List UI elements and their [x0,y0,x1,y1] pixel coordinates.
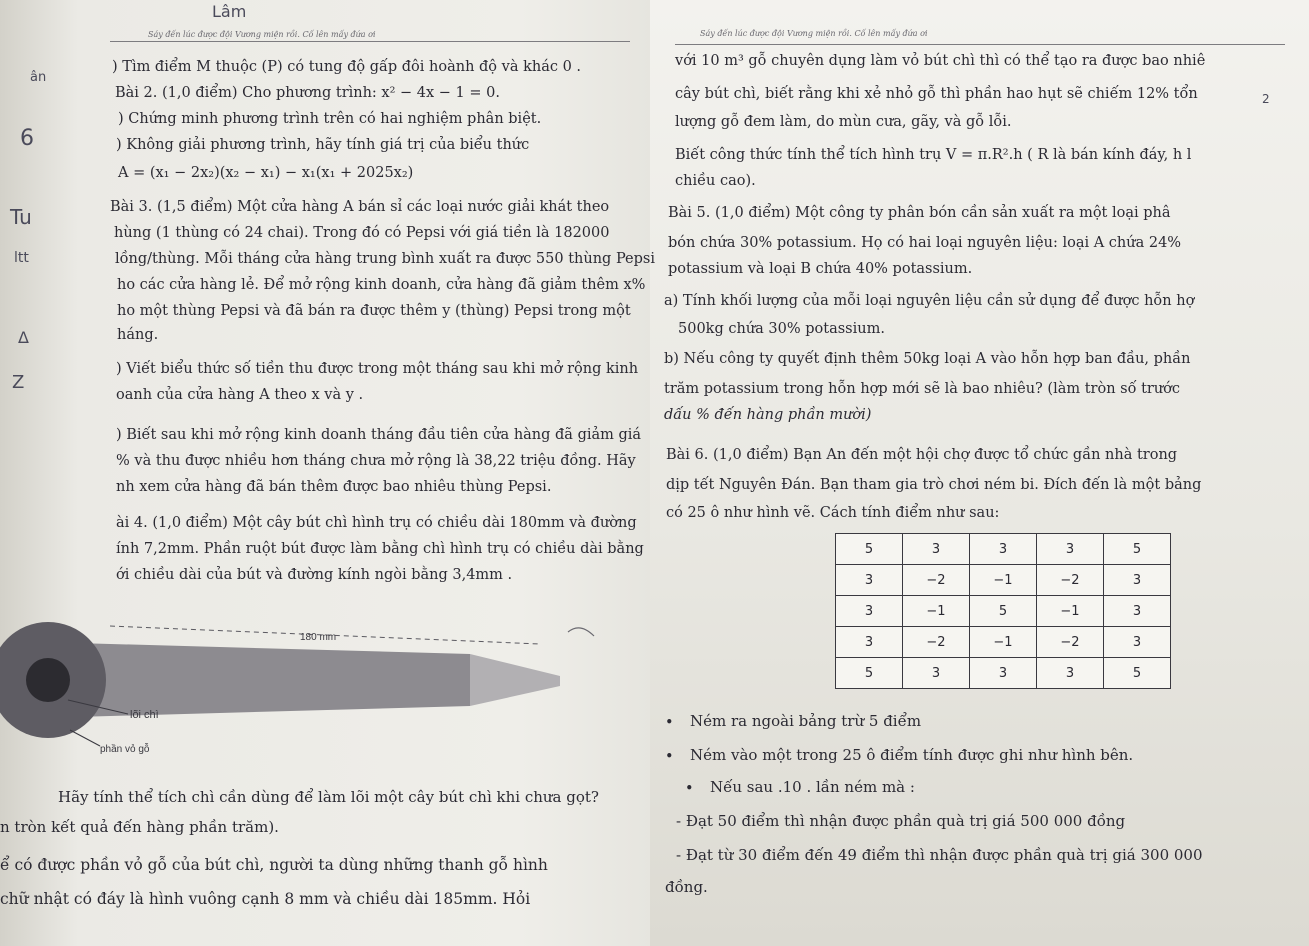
bullet-dot: • [665,715,674,731]
grid-cell: 3 [970,658,1037,689]
lead-core [26,658,70,702]
reward-line: - Đạt 50 điểm thì nhận được phần quà trị giá 500 000 đồng [676,812,1126,830]
grid-row [836,534,1171,565]
text-line: lồng/thùng. Mỗi tháng cửa hàng trung bình xuất ra được 550 thùng Pepsi [115,251,655,267]
grid-cell: 3 [836,627,903,658]
text-line: Bài 5. (1,0 điểm) Một công ty phân bón cần sản xuất ra một loại phâ [668,205,1171,221]
grid-cell: 3 [1037,534,1104,565]
text-line: ) Viết biểu thức số tiền thu được trong một tháng sau khi mở rộng kinh [116,361,639,377]
shell-pointer [70,730,100,746]
score-grid [835,533,1171,689]
grid-cell: 5 [1104,534,1171,565]
grid-cell: −1 [970,627,1037,658]
text-line: Biết công thức tính thể tích hình trụ V = π.R².h ( R là bán kính đáy, h l [675,147,1192,163]
handwritten-mark: ltt [14,250,29,266]
handwritten-mark: Tu [10,205,32,229]
grid-cell: 3 [903,658,970,689]
grid-cell: 5 [836,658,903,689]
text-line: ) Không giải phương trình, hãy tính giá trị của biểu thức [116,137,530,153]
text-line: chữ nhật có đáy là hình vuông cạnh 8 mm và chiều dài 185mm. Hỏi [0,890,531,908]
grid-cell: −1 [1037,596,1104,627]
grid-cell: 3 [1104,596,1171,627]
right-header-rule [675,44,1285,45]
length-label: 180 mm [300,632,337,643]
text-line: ho một thùng Pepsi và đã bán ra được thêm y (thùng) Pepsi trong một [117,303,631,319]
grid-cell: 3 [970,534,1037,565]
shell-label: phần vỏ gỗ [100,744,150,755]
grid-row [836,596,1171,627]
pencil-sketch-stroke [568,628,594,636]
grid-cell: 3 [1037,658,1104,689]
grid-cell: −2 [1037,627,1104,658]
left-header-rule [110,41,630,42]
text-line: Bài 6. (1,0 điểm) Bạn An đến một hội chợ được tổ chức gần nhà trong [666,447,1178,463]
bullet-text: Ném ra ngoài bảng trừ 5 điểm [690,712,922,730]
text-line: ể có được phần vỏ gỗ của bút chì, người ta dùng những thanh gỗ hình [0,856,548,874]
text-line: hùng (1 thùng có 24 chai). Trong đó có Pepsi với giá tiền là 182000 [114,225,610,241]
right-header: Sáy đến lúc được đội Vương miện rồi. Cố lên mấy đứa ơi [700,29,928,38]
text-line: potassium và loại B chứa 40% potassium. [668,261,973,277]
grid-cell: −2 [903,565,970,596]
bullet-dot: • [665,749,674,765]
text-line: ính 7,2mm. Phần ruột bút được làm bằng chì hình trụ có chiều dài bằng [116,541,644,557]
grid-cell: −2 [903,627,970,658]
text-line: nh xem cửa hàng đã bán thêm được bao nhiêu thùng Pepsi. [116,479,552,495]
grid-cell: 3 [836,596,903,627]
handwritten-mark: Δ [18,328,29,347]
text-line: dấu % đến hàng phần mười) [664,407,872,423]
grid-cell: −1 [903,596,970,627]
pencil-figure [0,600,600,770]
pencil-tip [470,654,560,706]
text-line: lượng gỗ đem làm, do mùn cưa, gãy, và gỗ lỗi. [675,114,1012,130]
text-line: Bài 2. (1,0 điểm) Cho phương trình: x² − 4x − 1 = 0. [115,85,500,101]
reward-line: - Đạt từ 30 điểm đến 49 điểm thì nhận được phần quà trị giá 300 000 [676,846,1203,864]
handwritten-mark: Lâm [212,2,247,21]
grid-cell: −2 [1037,565,1104,596]
text-line: trăm potassium trong hỗn hợp mới sẽ là bao nhiêu? (làm tròn số trước [664,381,1181,397]
handwritten-mark: ân [30,70,47,85]
text-line: ài 4. (1,0 điểm) Một cây bút chì hình trụ có chiều dài 180mm và đường [116,515,637,531]
grid-cell: 3 [903,534,970,565]
grid-cell: 3 [1104,565,1171,596]
formula-line: A = (x₁ − 2x₂)(x₂ − x₁) − x₁(x₁ + 2025x₂) [118,165,414,181]
reward-line: đồng. [665,878,708,896]
text-line: dịp tết Nguyên Đán. Bạn tham gia trò chơi ném bi. Đích đến là một bảng [666,477,1202,493]
text-line: ho các cửa hàng lẻ. Để mở rộng kinh doanh, cửa hàng đã giảm thêm x% [117,277,646,293]
text-line: 500kg chứa 30% potassium. [678,321,885,337]
text-line: % và thu được nhiều hơn tháng chưa mở rộng là 38,22 triệu đồng. Hãy [116,453,636,469]
grid-cell: −1 [970,565,1037,596]
text-line: n tròn kết quả đến hàng phần trăm). [0,818,279,836]
handwritten-mark: 2 [1262,92,1270,106]
grid-row [836,565,1171,596]
text-line: ) Biết sau khi mở rộng kinh doanh tháng đầu tiên cửa hàng đã giảm giá [116,427,642,443]
grid-cell: 5 [970,596,1037,627]
handwritten-mark: 6 [20,126,34,151]
text-line: ới chiều dài của bút và đường kính ngòi bằng 3,4mm . [116,567,513,583]
text-line: ) Chứng minh phương trình trên có hai nghiệm phân biệt. [118,111,542,127]
grid-cell: 5 [836,534,903,565]
text-line: Bài 3. (1,5 điểm) Một cửa hàng A bán sỉ các loại nước giải khát theo [110,199,610,215]
grid-cell: 3 [1104,627,1171,658]
text-line: Hãy tính thể tích chì cần dùng để làm lõi một cây bút chì khi chưa gọt? [58,788,599,806]
text-line: b) Nếu công ty quyết định thêm 50kg loại A vào hỗn hợp ban đầu, phần [664,351,1191,367]
text-line: bón chứa 30% potassium. Họ có hai loại nguyên liệu: loại A chứa 24% [668,235,1182,251]
grid-row [836,658,1171,689]
text-line: có 25 ô như hình vẽ. Cách tính điểm như sau: [666,505,1000,521]
text-line: háng. [117,327,159,343]
grid-cell: 5 [1104,658,1171,689]
grid-cell: 3 [836,565,903,596]
text-line: ) Tìm điểm M thuộc (P) có tung độ gấp đôi hoành độ và khác 0 . [112,59,582,75]
text-line: cây bút chì, biết rằng khi xẻ nhỏ gỗ thì phần hao hụt sẽ chiếm 12% tổn [675,86,1198,102]
bullet-text: Nếu sau .10 . lần ném mà : [710,778,915,796]
bullet-dot: • [685,781,694,797]
text-line: với 10 m³ gỗ chuyên dụng làm vỏ bút chì thì có thể tạo ra được bao nhiê [675,53,1206,69]
text-line: oanh của cửa hàng A theo x và y . [116,387,364,403]
grid-row [836,627,1171,658]
text-line: chiều cao). [675,173,756,189]
bullet-text: Ném vào một trong 25 ô điểm tính được ghi như hình bên. [690,746,1134,764]
text-line: a) Tính khối lượng của mỗi loại nguyên liệu cần sử dụng để được hỗn hợ [664,293,1195,309]
left-header: Sáy đến lúc được đội Vương miện rồi. Cố lên mấy đứa ơi [148,30,376,39]
core-label: lõi chì [130,709,159,721]
handwritten-mark: Z [12,372,25,393]
